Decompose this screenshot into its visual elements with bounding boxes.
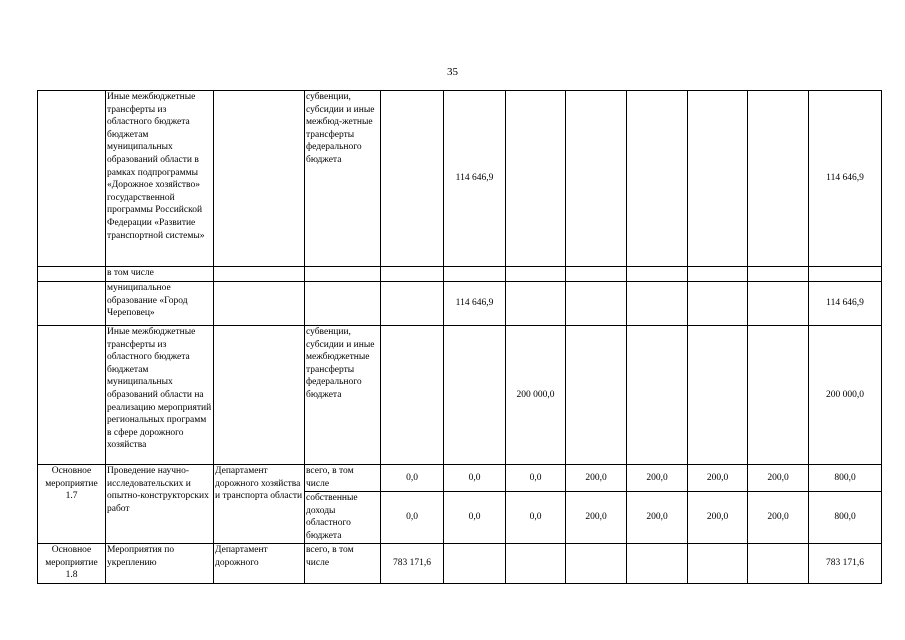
value-cell: 0,0 [506,465,566,492]
budget-table [37,90,882,584]
total-value-cell: 114 646,9 [809,282,882,326]
total-value-cell: 800,0 [809,492,882,544]
value-cell [748,326,809,465]
value-cell [627,91,688,267]
value-cell: 0,0 [381,492,444,544]
value-cell [566,282,627,326]
value-cell [381,91,444,267]
value-cell [381,267,444,282]
value-cell [444,326,506,465]
total-value-cell: 200 000,0 [809,326,882,465]
activity-name-cell: в том числе [106,267,214,282]
value-cell: 0,0 [506,492,566,544]
page-number: 35 [447,66,458,78]
activity-number-cell [38,267,106,282]
activity-number-cell [38,326,106,465]
value-cell: 200,0 [748,465,809,492]
funding-source-cell [305,282,381,326]
value-cell [688,91,748,267]
activity-number-cell [38,282,106,326]
value-cell [506,267,566,282]
value-cell [688,282,748,326]
value-cell [506,91,566,267]
value-cell [688,326,748,465]
value-cell [688,267,748,282]
value-cell [748,282,809,326]
value-cell [444,267,506,282]
total-value-cell: 783 171,6 [809,544,882,584]
funding-source-cell: субвенции, субсидии и иные межбюд-жетные трансферты федерального бюджета [305,91,381,267]
total-value-cell [809,267,882,282]
activity-name-cell: Иные межбюджетные трансферты из областного бюджета бюджетам муниципальных образований области на реализацию мероприятий региональных программ в сфере дорожного хозяйства [106,326,214,465]
value-cell [566,91,627,267]
value-cell [627,267,688,282]
value-cell: 783 171,6 [381,544,444,584]
activity-name-cell: Мероприятия по укреплению [106,544,214,584]
value-cell: 200,0 [627,465,688,492]
activity-number-cell [38,91,106,267]
total-value-cell: 800,0 [809,465,882,492]
total-value-cell: 114 646,9 [809,91,882,267]
executor-cell [214,91,305,267]
value-cell: 200,0 [566,492,627,544]
value-cell [627,544,688,584]
value-cell: 200 000,0 [506,326,566,465]
table-row [38,282,882,326]
value-cell: 200,0 [688,465,748,492]
value-cell: 114 646,9 [444,91,506,267]
table-row [38,544,882,584]
executor-cell: Департамент дорожного [214,544,305,584]
value-cell [506,544,566,584]
table-row [38,326,882,465]
funding-source-cell [305,267,381,282]
executor-cell: Департамент дорожного хозяйства и транспорта области [214,465,305,544]
value-cell: 200,0 [688,492,748,544]
funding-source-cell: всего, в том числе [305,544,381,584]
value-cell [566,326,627,465]
value-cell [688,544,748,584]
table-row [38,267,882,282]
value-cell [748,544,809,584]
funding-source-cell: собственные доходы областного бюджета [305,492,381,544]
executor-cell [214,326,305,465]
value-cell: 0,0 [381,465,444,492]
executor-cell [214,267,305,282]
table-row [38,91,882,267]
activity-name-cell: муниципальное образование «Город Череповец» [106,282,214,326]
value-cell: 0,0 [444,465,506,492]
table-row [38,465,882,492]
value-cell: 200,0 [566,465,627,492]
value-cell [506,282,566,326]
value-cell [444,544,506,584]
activity-number-cell: Основное мероприятие 1.7 [38,465,106,544]
activity-number-cell: Основное мероприятие 1.8 [38,544,106,584]
value-cell: 200,0 [748,492,809,544]
executor-cell [214,282,305,326]
funding-source-cell: всего, в том числе [305,465,381,492]
value-cell [381,282,444,326]
value-cell [566,267,627,282]
funding-source-cell: субвенции, субсидии и иные межбюджетные трансферты федерального бюджета [305,326,381,465]
value-cell: 114 646,9 [444,282,506,326]
activity-name-cell: Проведение научно-исследовательских и опытно-конструкторских работ [106,465,214,544]
value-cell: 200,0 [627,492,688,544]
value-cell [748,267,809,282]
value-cell [748,91,809,267]
value-cell [566,544,627,584]
value-cell [627,282,688,326]
value-cell: 0,0 [444,492,506,544]
value-cell [627,326,688,465]
value-cell [381,326,444,465]
activity-name-cell: Иные межбюджетные трансферты из областного бюджета бюджетам муниципальных образований области в рамках подпрограммы «Дорожное хозяйство» государственной программы Российской Федерации «Развитие транспортной системы» [106,91,214,267]
